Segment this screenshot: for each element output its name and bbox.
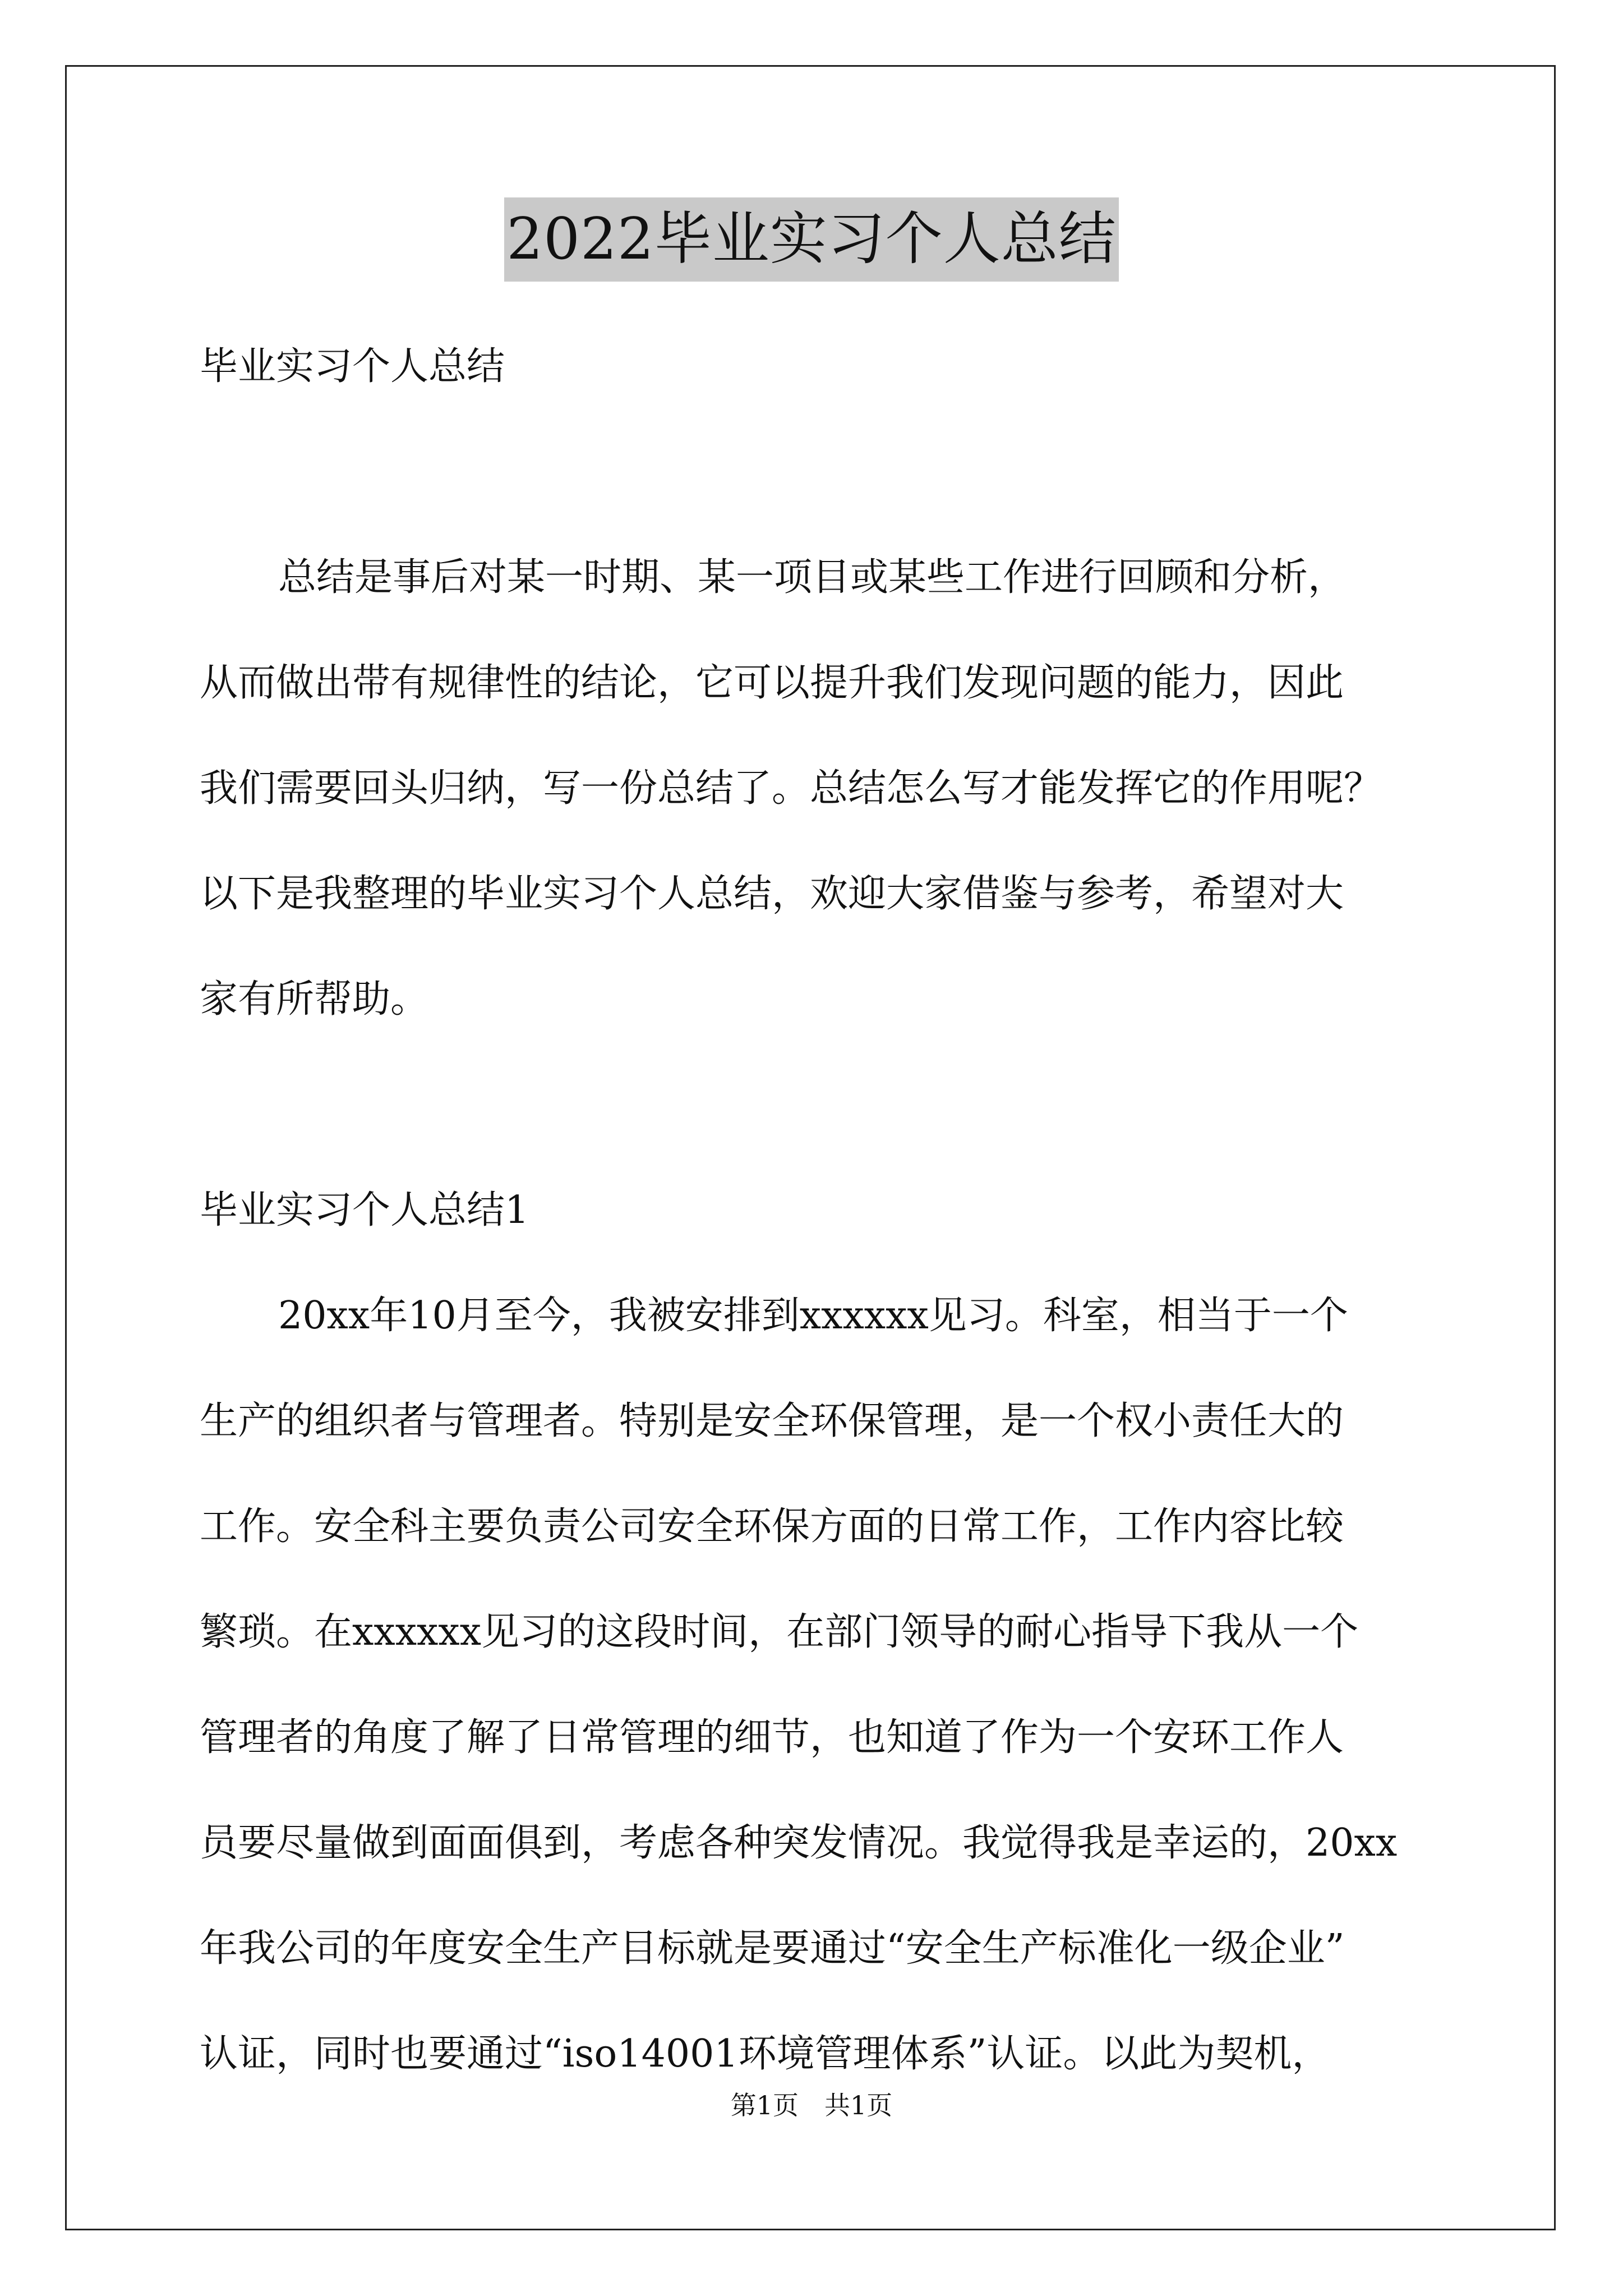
- document-body: [200, 314, 1428, 2107]
- section1-line: 20xx年10月至今，我被安排到xxxxxx见习。科室，相当于一个: [278, 1294, 1348, 1338]
- section1-line: 生产的组织者与管理者。特别是安全环保管理，是一个权小责任大的: [200, 1399, 1344, 1443]
- section1-line: 工作。安全科主要负责公司安全环保方面的日常工作，工作内容比较: [200, 1504, 1344, 1549]
- intro-paragraph: [200, 525, 1428, 1052]
- document-title: 2022毕业实习个人总结: [504, 197, 1119, 282]
- section1-line: 年我公司的年度安全生产目标就是要通过“安全生产标准化一级企业”: [200, 1926, 1345, 1971]
- blank-line: [200, 420, 1428, 525]
- section1-paragraph: [200, 1263, 1428, 2107]
- page-footer: [0, 2086, 1623, 2125]
- subtitle: 毕业实习个人总结: [200, 344, 505, 389]
- intro-line: 家有所帮助。: [200, 977, 429, 1022]
- intro-line: 从而做出带有规律性的结论，它可以提升我们发现问题的能力，因此: [200, 661, 1344, 705]
- title-container: [0, 197, 1623, 282]
- page-number-current: 第1页: [730, 2090, 799, 2120]
- section1-line: 管理者的角度了解了日常管理的细节，也知道了作为一个安环工作人: [200, 1715, 1344, 1760]
- intro-line: 以下是我整理的毕业实习个人总结，欢迎大家借鉴与参考，希望对大: [200, 872, 1344, 916]
- blank-line: [200, 1052, 1428, 1158]
- page-number-total: 共1页: [824, 2090, 893, 2120]
- intro-line: 总结是事后对某一时期、某一项目或某些工作进行回顾和分析，: [278, 555, 1347, 600]
- section1-line: 员要尽量做到面面俱到，考虑各种突发情况。我觉得我是幸运的，20xx: [200, 1821, 1398, 1865]
- section1-line: 繁琐。在xxxxxx见习的这段时间，在部门领导的耐心指导下我从一个: [200, 1610, 1359, 1654]
- section1-line: 认证，同时也要通过“iso14001环境管理体系”认证。以此为契机，: [200, 2032, 1330, 2076]
- intro-line: 我们需要回头归纳，写一份总结了。总结怎么写才能发挥它的作用呢？: [200, 766, 1382, 811]
- section-heading: 毕业实习个人总结1: [200, 1188, 529, 1232]
